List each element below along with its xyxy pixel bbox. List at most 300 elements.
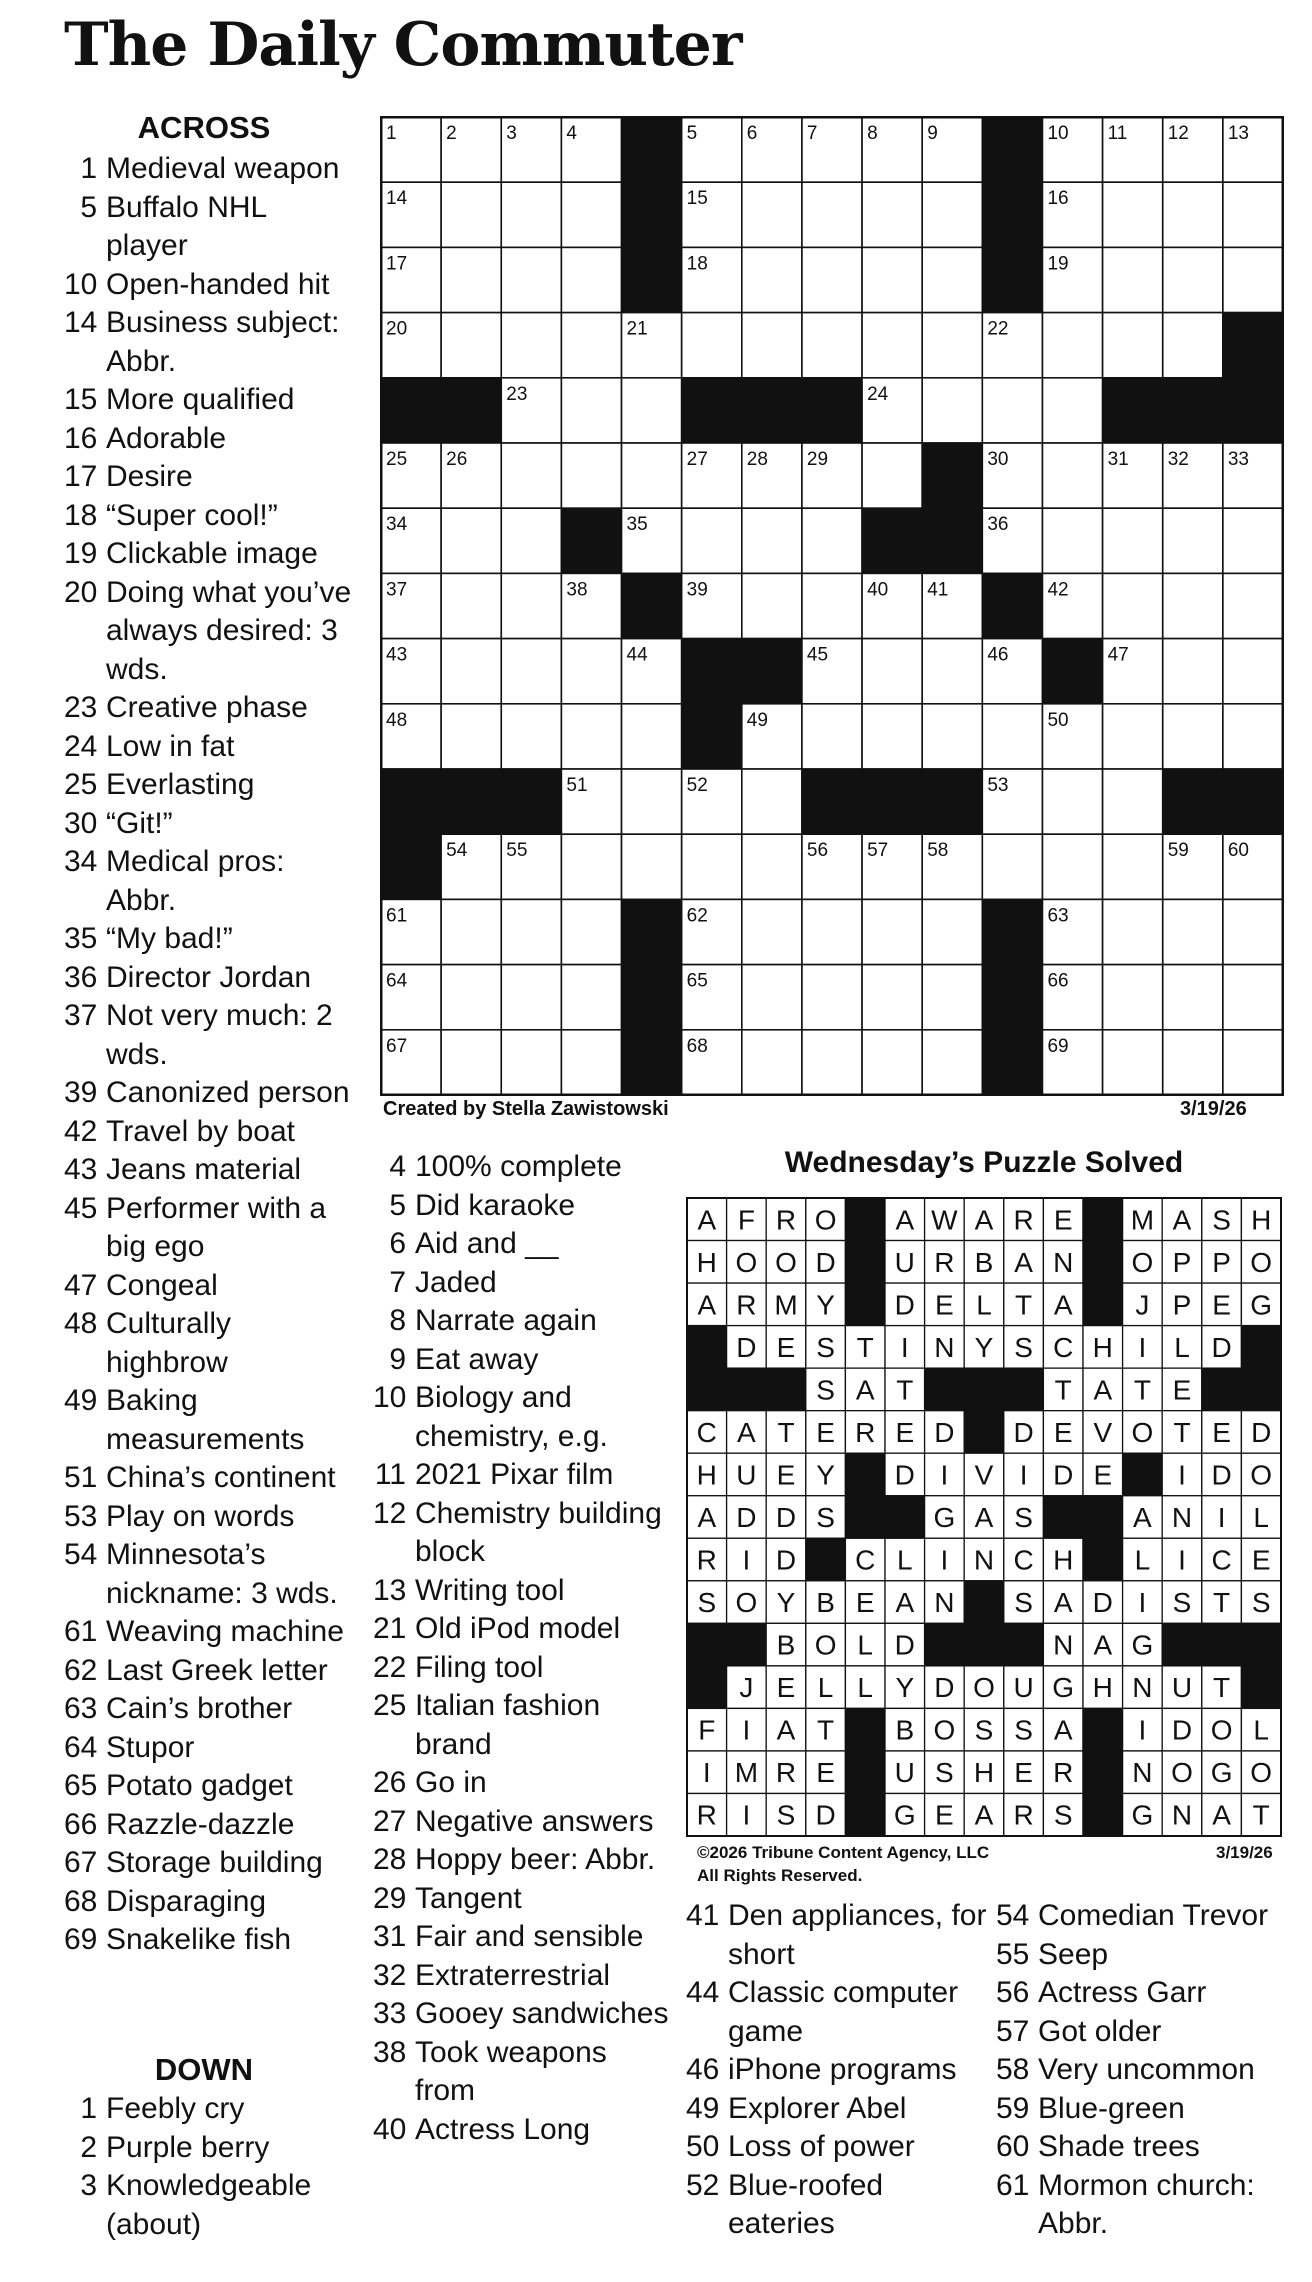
clue-number: 2 <box>80 2130 97 2164</box>
solution-letter: R <box>696 1544 717 1576</box>
solution-letter: P <box>1172 1246 1192 1278</box>
solution-letter: U <box>736 1459 757 1491</box>
cell-number: 16 <box>1047 188 1069 210</box>
answer-cell[interactable] <box>922 965 982 1030</box>
solution-letter: O <box>1210 1714 1233 1746</box>
answer-cell[interactable] <box>922 704 982 769</box>
solution-letter: S <box>1251 1587 1271 1619</box>
block-cell <box>622 965 682 1030</box>
clue-text: Filing tool <box>415 1650 544 1684</box>
answer-cell[interactable] <box>501 639 561 704</box>
solution-letter: T <box>1213 1587 1231 1619</box>
block-cell <box>982 1030 1042 1095</box>
answer-cell[interactable] <box>1042 313 1102 378</box>
answer-cell[interactable] <box>622 443 682 508</box>
block-cell <box>922 508 982 573</box>
answer-cell[interactable] <box>1103 247 1163 312</box>
across-clue-62 <box>64 1652 354 1691</box>
clue-text: Den appliances, for short <box>728 1899 987 1971</box>
across-clue-54 <box>64 1536 354 1613</box>
solution-block-cell <box>925 1368 965 1411</box>
answer-cell[interactable] <box>622 378 682 443</box>
solution-letter: B <box>776 1629 796 1661</box>
solution-letter: L <box>1174 1331 1190 1363</box>
clue-text: Shade trees <box>1038 2130 1200 2163</box>
down-clue-41 <box>686 1897 991 1974</box>
clue-text: Snakelike fish <box>106 1923 292 1956</box>
answer-cell[interactable] <box>922 639 982 704</box>
answer-cell[interactable] <box>1042 378 1102 443</box>
clue-number: 30 <box>64 806 98 840</box>
answer-cell[interactable] <box>1163 1030 1223 1095</box>
cell-number: 46 <box>987 644 1009 666</box>
clue-text: Blue-green <box>1038 2091 1185 2125</box>
solution-letter: N <box>1132 1672 1153 1704</box>
clue-text: Classic computer game <box>728 1976 959 2048</box>
clue-text: Congeal <box>106 1268 218 1302</box>
down-clue-38 <box>373 2034 673 2111</box>
answer-cell[interactable] <box>862 965 922 1030</box>
solution-letter: S <box>816 1331 835 1363</box>
solution-block-cell <box>1202 1623 1242 1666</box>
solution-letter: O <box>973 1672 995 1704</box>
block-cell <box>802 378 862 443</box>
answer-cell[interactable] <box>922 182 982 247</box>
cell-number: 54 <box>446 840 468 862</box>
answer-cell[interactable] <box>1042 443 1102 508</box>
clue-text: Not very much: 2 wds. <box>106 999 333 1071</box>
answer-cell[interactable] <box>742 834 802 899</box>
solution-letter: A <box>697 1204 717 1236</box>
solution-letter: O <box>735 1587 758 1619</box>
down-clue-4 <box>373 1148 673 1187</box>
solution-letter: H <box>1053 1544 1074 1576</box>
answer-cell[interactable] <box>441 508 501 573</box>
answer-cell[interactable] <box>922 1030 982 1095</box>
cell-number: 1 <box>386 123 397 144</box>
answer-cell[interactable] <box>1103 182 1163 247</box>
solution-block-cell <box>1004 1623 1044 1666</box>
cell-number: 49 <box>746 709 768 731</box>
cell-number: 57 <box>867 840 889 862</box>
clue-number: 65 <box>64 1769 98 1802</box>
answer-cell[interactable] <box>1163 247 1223 312</box>
puzzle-credit: Created by Stella Zawistowski <box>383 1098 669 1120</box>
answer-cell[interactable] <box>802 1030 862 1095</box>
answer-cell[interactable] <box>802 313 862 378</box>
answer-cell[interactable] <box>1163 704 1223 769</box>
answer-cell[interactable] <box>561 965 621 1030</box>
solution-letter: A <box>974 1799 994 1831</box>
answer-cell[interactable] <box>742 573 802 638</box>
answer-cell[interactable] <box>802 508 862 573</box>
solution-letter: M <box>734 1757 759 1789</box>
cell-number: 60 <box>1227 840 1250 862</box>
clue-text: Medieval weapon <box>106 152 340 185</box>
answer-cell[interactable] <box>742 965 802 1030</box>
clue-number: 63 <box>64 1692 98 1725</box>
answer-cell[interactable] <box>1103 1030 1163 1095</box>
answer-cell[interactable] <box>1223 704 1283 769</box>
solution-letter: S <box>816 1374 835 1406</box>
clue-text: “Git!” <box>106 806 173 840</box>
clue-text: Potato gadget <box>106 1769 293 1802</box>
answer-cell[interactable] <box>742 247 802 312</box>
solution-grid <box>686 1197 1282 1837</box>
solution-title: Wednesday’s Puzzle Solved <box>784 1146 1184 1179</box>
clue-text: iPhone programs <box>728 2053 957 2086</box>
answer-cell[interactable] <box>622 834 682 899</box>
answer-cell[interactable] <box>1163 182 1223 247</box>
answer-cell[interactable] <box>501 1030 561 1095</box>
clue-number: 21 <box>373 1612 407 1645</box>
clue-text: Did karaoke <box>415 1188 576 1222</box>
answer-cell[interactable] <box>802 182 862 247</box>
clue-number: 13 <box>373 1573 407 1607</box>
solution-block-cell <box>885 1496 925 1539</box>
answer-cell[interactable] <box>441 639 501 704</box>
answer-cell[interactable] <box>862 313 922 378</box>
solution-letter: S <box>1172 1587 1192 1619</box>
solution-block-cell <box>687 1666 727 1709</box>
block-cell <box>982 247 1042 312</box>
cell-number: 39 <box>686 579 708 601</box>
masthead-title: The Daily Commuter <box>64 10 742 80</box>
answer-cell[interactable] <box>1042 769 1102 834</box>
solution-letter: A <box>1093 1374 1113 1406</box>
solution-letter: H <box>696 1459 717 1491</box>
down-clues-list-3 <box>686 1897 991 2244</box>
answer-cell[interactable] <box>742 769 802 834</box>
solution-block-cell <box>1083 1283 1123 1326</box>
answer-cell[interactable] <box>622 769 682 834</box>
answer-cell[interactable] <box>922 313 982 378</box>
answer-cell[interactable] <box>1103 704 1163 769</box>
answer-cell[interactable] <box>1163 508 1223 573</box>
cell-number: 31 <box>1107 449 1129 470</box>
solution-letter: E <box>776 1672 796 1704</box>
answer-cell[interactable] <box>1103 769 1163 834</box>
answer-cell[interactable] <box>1163 313 1223 378</box>
solution-letter: D <box>894 1289 915 1321</box>
clue-number: 33 <box>373 1997 407 2030</box>
answer-cell[interactable] <box>501 508 561 573</box>
down-clue-44 <box>686 1974 991 2051</box>
across-clue-53 <box>64 1498 354 1537</box>
copyright-line-2: All Rights Reserved. <box>697 1866 863 1885</box>
answer-cell[interactable] <box>561 639 621 704</box>
solution-letter: E <box>935 1799 954 1831</box>
answer-cell[interactable] <box>501 573 561 638</box>
answer-cell[interactable] <box>501 899 561 964</box>
block-cell <box>501 769 561 834</box>
clue-number: 20 <box>64 575 98 609</box>
down-clue-27 <box>373 1803 673 1842</box>
down-clue-58 <box>996 2051 1301 2090</box>
answer-cell[interactable] <box>922 378 982 443</box>
block-cell <box>622 117 682 182</box>
clue-text: Explorer Abel <box>728 2091 907 2125</box>
answer-cell[interactable] <box>742 313 802 378</box>
clue-text: Cain’s brother <box>106 1692 293 1725</box>
clue-number: 41 <box>686 1899 720 1932</box>
answer-cell[interactable] <box>501 247 561 312</box>
solution-letter: H <box>973 1757 995 1789</box>
solution-letter: T <box>856 1331 874 1363</box>
answer-cell[interactable] <box>561 704 621 769</box>
solution-letter: E <box>1251 1544 1271 1576</box>
cell-number: 11 <box>1107 123 1128 144</box>
cell-number: 66 <box>1047 970 1069 992</box>
answer-cell[interactable] <box>742 182 802 247</box>
cell-number: 7 <box>806 123 818 144</box>
clue-number: 47 <box>64 1268 98 1302</box>
answer-cell[interactable] <box>441 573 501 638</box>
answer-cell[interactable] <box>862 1030 922 1095</box>
answer-cell[interactable] <box>1103 508 1163 573</box>
answer-cell[interactable] <box>802 247 862 312</box>
solution-letter: O <box>814 1629 837 1661</box>
answer-cell[interactable] <box>742 1030 802 1095</box>
answer-cell[interactable] <box>441 313 501 378</box>
clue-text: Comedian Trevor <box>1038 1899 1269 1932</box>
clue-text: Biology and chemistry, e.g. <box>415 1381 608 1453</box>
answer-cell[interactable] <box>1223 573 1283 638</box>
down-clue-8 <box>373 1302 673 1341</box>
cell-number: 19 <box>1047 253 1069 275</box>
solution-letter: E <box>1014 1757 1033 1789</box>
clue-number: 58 <box>996 2053 1030 2086</box>
clue-text: Minnesota’s nickname: 3 wds. <box>106 1538 338 1610</box>
answer-cell[interactable] <box>441 965 501 1030</box>
answer-cell[interactable] <box>1223 182 1283 247</box>
answer-cell[interactable] <box>982 378 1042 443</box>
solution-letter: R <box>775 1204 797 1236</box>
solution-letter: L <box>817 1672 834 1704</box>
answer-cell[interactable] <box>622 704 682 769</box>
answer-cell[interactable] <box>922 899 982 964</box>
solution-block-cell <box>1083 1538 1123 1581</box>
block-cell <box>922 443 982 508</box>
answer-cell[interactable] <box>862 639 922 704</box>
solution-block-cell <box>964 1368 1004 1411</box>
solution-letter: I <box>1138 1714 1147 1746</box>
cell-number: 32 <box>1167 449 1189 470</box>
answer-cell[interactable] <box>922 247 982 312</box>
solution-letter: N <box>1053 1246 1074 1278</box>
down-clues-list-4 <box>996 1897 1301 2244</box>
answer-cell[interactable] <box>501 313 561 378</box>
answer-cell[interactable] <box>802 965 862 1030</box>
answer-cell[interactable] <box>501 704 561 769</box>
solution-letter: A <box>895 1587 915 1619</box>
answer-cell[interactable] <box>561 182 621 247</box>
solution-block-cell <box>1241 1368 1281 1411</box>
clue-number: 59 <box>996 2091 1030 2125</box>
across-clue-66 <box>64 1806 354 1845</box>
down-clue-56 <box>996 1974 1301 2013</box>
cell-number: 48 <box>386 709 408 731</box>
cell-number: 29 <box>806 449 829 470</box>
solution-letter: O <box>1131 1416 1154 1448</box>
answer-cell[interactable] <box>1103 899 1163 964</box>
answer-cell[interactable] <box>1163 573 1223 638</box>
solution-letter: E <box>895 1416 915 1448</box>
solution-letter: I <box>1138 1587 1147 1619</box>
solution-letter: E <box>776 1459 796 1491</box>
solution-letter: S <box>1014 1714 1033 1746</box>
solution-letter: U <box>894 1246 915 1278</box>
clue-text: Jeans material <box>106 1153 302 1186</box>
across-clue-20 <box>64 574 354 690</box>
cell-number: 26 <box>446 449 468 470</box>
answer-cell[interactable] <box>742 508 802 573</box>
solution-letter: R <box>736 1289 757 1321</box>
down-clue-54 <box>996 1897 1301 1936</box>
answer-cell[interactable] <box>802 704 862 769</box>
answer-cell[interactable] <box>742 899 802 964</box>
solution-letter: S <box>974 1714 994 1746</box>
down-clue-46 <box>686 2051 991 2090</box>
clue-text: Low in fat <box>106 729 235 763</box>
solution-letter: I <box>742 1544 751 1576</box>
solution-letter: H <box>1251 1204 1272 1236</box>
answer-cell[interactable] <box>682 508 742 573</box>
answer-cell[interactable] <box>1042 508 1102 573</box>
answer-cell[interactable] <box>561 313 621 378</box>
cell-number: 41 <box>927 579 949 601</box>
puzzle-grid[interactable] <box>380 116 1284 1096</box>
answer-cell[interactable] <box>862 443 922 508</box>
answer-cell[interactable] <box>982 834 1042 899</box>
across-clue-35 <box>64 920 354 959</box>
block-cell <box>1163 378 1223 443</box>
solution-letter: I <box>1178 1459 1186 1491</box>
block-cell <box>982 573 1042 638</box>
block-cell <box>982 899 1042 964</box>
clue-number: 69 <box>64 1923 98 1956</box>
answer-cell[interactable] <box>1163 965 1223 1030</box>
answer-cell[interactable] <box>682 313 742 378</box>
down-clue-33 <box>373 1995 673 2034</box>
answer-cell[interactable] <box>1223 247 1283 312</box>
solution-block-cell <box>687 1368 727 1411</box>
down-clue-9 <box>373 1341 673 1380</box>
down-clue-40 <box>373 2111 673 2150</box>
answer-cell[interactable] <box>441 182 501 247</box>
answer-cell[interactable] <box>802 899 862 964</box>
solution-letter: S <box>1014 1587 1033 1619</box>
clue-number: 54 <box>64 1538 98 1571</box>
block-cell <box>742 378 802 443</box>
answer-cell[interactable] <box>1103 313 1163 378</box>
answer-cell[interactable] <box>561 247 621 312</box>
answer-cell[interactable] <box>441 899 501 964</box>
answer-cell[interactable] <box>441 1030 501 1095</box>
answer-cell[interactable] <box>1223 965 1283 1030</box>
clue-number: 37 <box>64 999 98 1032</box>
clue-number: 25 <box>64 768 98 801</box>
block-cell <box>742 639 802 704</box>
solution-letter: L <box>1134 1544 1151 1576</box>
solution-block-cell <box>845 1708 885 1751</box>
answer-cell[interactable] <box>1103 965 1163 1030</box>
answer-cell[interactable] <box>441 247 501 312</box>
answer-cell[interactable] <box>1223 1030 1283 1095</box>
cell-number: 38 <box>566 579 588 601</box>
solution-block-cell <box>845 1751 885 1794</box>
answer-cell[interactable] <box>1163 639 1223 704</box>
solution-letter: D <box>934 1416 955 1448</box>
answer-cell[interactable] <box>862 247 922 312</box>
answer-cell[interactable] <box>1103 834 1163 899</box>
solution-letter: C <box>696 1416 717 1448</box>
answer-cell[interactable] <box>682 834 742 899</box>
clue-text: Aid and __ <box>415 1227 559 1260</box>
answer-cell[interactable] <box>561 834 621 899</box>
answer-cell[interactable] <box>862 899 922 964</box>
answer-cell[interactable] <box>561 378 621 443</box>
answer-cell[interactable] <box>501 182 561 247</box>
answer-cell[interactable] <box>1223 899 1283 964</box>
solution-letter: R <box>855 1416 876 1448</box>
cell-number: 9 <box>927 123 938 144</box>
solution-letter: D <box>736 1331 757 1363</box>
solution-letter: D <box>815 1799 836 1831</box>
cell-number: 8 <box>867 123 878 144</box>
clue-number: 45 <box>64 1191 98 1225</box>
solution-block-cell <box>845 1453 885 1496</box>
answer-cell[interactable] <box>862 182 922 247</box>
answer-cell[interactable] <box>1042 834 1102 899</box>
answer-cell[interactable] <box>1163 899 1223 964</box>
answer-cell[interactable] <box>802 573 862 638</box>
solution-letter: I <box>900 1331 909 1363</box>
solution-letter: J <box>1135 1289 1150 1321</box>
clue-text: Loss of power <box>728 2130 915 2163</box>
answer-cell[interactable] <box>982 704 1042 769</box>
answer-cell[interactable] <box>1103 573 1163 638</box>
solution-letter: N <box>934 1587 955 1619</box>
clue-text: Buffalo NHL player <box>106 190 267 262</box>
down-clue-55 <box>996 1936 1301 1975</box>
answer-cell[interactable] <box>561 443 621 508</box>
answer-cell[interactable] <box>1223 508 1283 573</box>
answer-cell[interactable] <box>561 899 621 964</box>
solution-block-cell <box>727 1623 767 1666</box>
solution-letter: E <box>816 1416 835 1448</box>
clue-number: 11 <box>374 1458 406 1491</box>
answer-cell[interactable] <box>561 1030 621 1095</box>
answer-cell[interactable] <box>862 704 922 769</box>
block-cell <box>682 378 742 443</box>
answer-cell[interactable] <box>501 965 561 1030</box>
answer-cell[interactable] <box>501 443 561 508</box>
across-clue-16 <box>64 420 354 459</box>
answer-cell[interactable] <box>1223 639 1283 704</box>
solution-letter: Y <box>895 1672 915 1704</box>
across-clue-10 <box>64 266 354 305</box>
block-cell <box>682 639 742 704</box>
answer-cell[interactable] <box>441 704 501 769</box>
across-clue-67 <box>64 1844 354 1883</box>
down-clue-7 <box>373 1264 673 1303</box>
clue-number: 67 <box>64 1846 98 1879</box>
across-clue-68 <box>64 1883 354 1922</box>
across-clue-5 <box>64 189 354 266</box>
clue-text: Actress Long <box>415 2112 591 2146</box>
clue-text: Mormon church: Abbr. <box>1038 2168 1255 2240</box>
